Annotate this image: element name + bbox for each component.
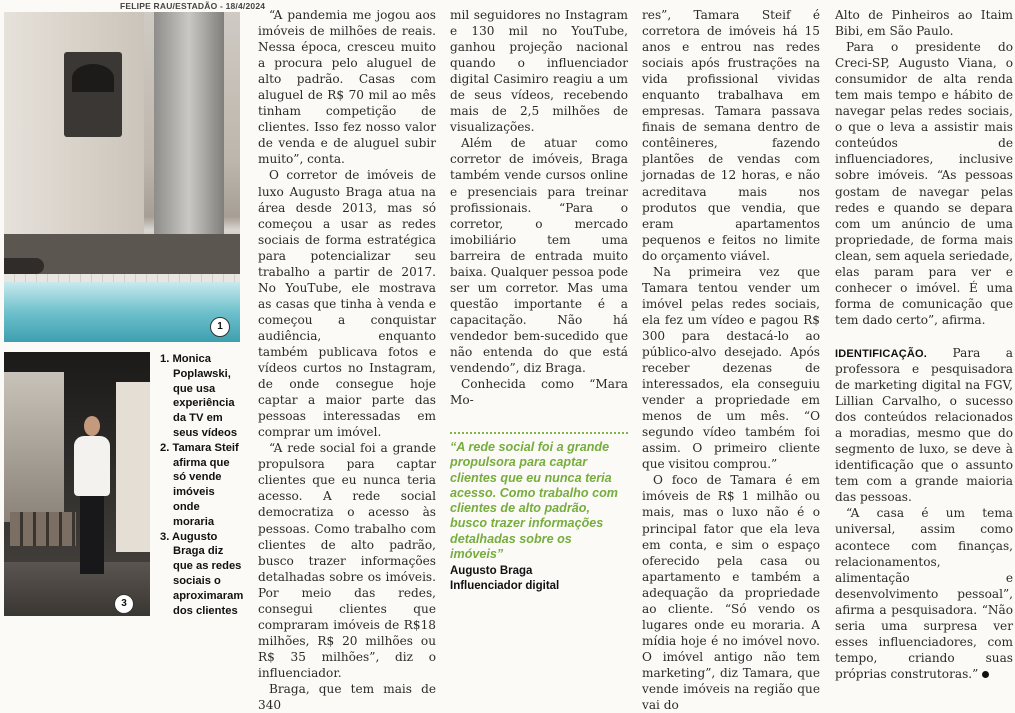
paragraph: res”, Tamara Steif é corretora de imóveis há 15 anos e entrou nas redes sociais após frustrações na vida profissional vividas enquanto trabalhava em empresas. Tamara passava finais de semana dentro de contêineres, fazendo plantões de vendas com jornadas de 12 horas, e não acreditava mais nos produtos que vendia, que eram apartamentos pequenos e feitos no limite do orçamento viável. — [642, 8, 820, 263]
photo-captions — [160, 352, 242, 618]
photo-window — [4, 372, 64, 522]
paragraph: Na primeira vez que Tamara tentou vender um imóvel pelas redes sociais, ela fez um vídeo e pagou R$ 300 para destacá-lo ao público-alvo desejado. Após receber dezenas de interessados, ela conseguiu vender a propriedade em menos de um mês. “O segundo vídeo também foi assim. O primeiro cliente que visitou comprou.” — [642, 264, 820, 472]
photo-pool — [4, 282, 240, 342]
photo-door — [116, 382, 150, 552]
paragraph-identificacao — [835, 345, 1013, 505]
paragraph: Alto de Pinheiros ao Itaim Bibi, em São Paulo. — [835, 8, 1013, 39]
paragraph: Conhecida como “Mara Mo- — [450, 377, 628, 408]
end-of-article-icon — [982, 671, 989, 678]
caption-1: 1. Monica Poplawski, que usa experiência da TV em seus vídeos — [160, 353, 238, 439]
photo-man-legs — [80, 492, 104, 574]
photo-augusto-braga — [4, 352, 150, 616]
article-column-2 — [450, 7, 628, 408]
paragraph: Braga, que tem mais de 340 — [258, 681, 436, 713]
caption-3: 3. Augusto Braga diz que as redes sociais o aproximaram dos clientes — [160, 530, 244, 617]
paragraph: O corretor de imóveis de luxo Augusto Braga atua na área desde 2013, mas só começou a usar as redes sociais de forma estratégica para potencializar seu trabalho a partir de 2017. No YouTube, ele mostrava as casas que tinha à venda e começou a conquistar audiência, enquanto também publicava fotos e vídeos curtos no Instagram, de onde consegue hoje captar a maior parte das pessoas interessadas em comprar um imóvel. — [258, 168, 436, 440]
photo-number-badge-1: 1 — [210, 317, 230, 337]
paragraph: Além de atuar como corretor de imóveis, Braga também vende cursos online e presenciais para treinar profissionais. “Para o corretor, o mercado imobiliário tem uma barreira de entrada muito baixa. Qualquer pessoa pode ser um corretor. Mas uma questão importante é a capacitação. Não há vendedor bem-sucedido que não entenda do que está vendendo”, diz Braga. — [450, 136, 628, 376]
photo-legs — [4, 258, 44, 274]
article-column-4 — [835, 7, 1013, 682]
paragraph-final — [835, 505, 1013, 682]
photo-man-shirt — [74, 436, 110, 496]
photo-pizza-oven — [64, 52, 122, 137]
paragraph: “A pandemia me jogou aos imóveis de milhões de reais. Nessa época, cresceu muito a procura pelo aluguel de alto padrão. Casas com aluguel de R$ 70 mil ao mês tinham competição de clientes. Isso fez nosso valor de venda e de aluguel subir muito”, conta. — [258, 8, 436, 167]
pull-quote-role: Influenciador digital — [450, 580, 560, 593]
article-column-3 — [642, 7, 820, 713]
photo-refrigerator — [154, 12, 224, 252]
paragraph-text: Para a professora e pesquisadora de marketing digital na FGV, Lillian Carvalho, o sucesso dos conteúdos relacionados a moradias, mesmo que do segmento de luxo, se deve à identificação que o assunto tem com a grande maioria das pessoas. — [835, 345, 1013, 505]
photo-number-badge-3: 3 — [114, 594, 134, 614]
paragraph-text: “A casa é um tema universal, assim como acontece com finanças, relacionamentos, alimentação e desenvolvimento pessoal”, afirma a pesquisadora. “Não seria uma surpresa ver esses influenciadores, com tempo, criando suas próprias construtoras.” — [835, 506, 1013, 681]
paragraph: “A rede social foi a grande propulsora para captar clientes que eu nunca teria acesso. A rede social democratiza o acesso às pessoas. Como trabalho com clientes de alto padrão, busco trazer informações detalhadas sobre os imóveis. Por meio das redes, consegui clientes que compraram imóveis de R$18 milhões, R$ 20 milhões ou R$ 35 milhões”, diz o influenciador. — [258, 441, 436, 680]
pull-quote-author: Augusto Braga — [450, 565, 533, 578]
caption-2: 2. Tamara Steif afirma que só vende imóveis onde moraria — [160, 441, 239, 528]
photo-credit: FELIPE RAU/ESTADÃO - 18/4/2024 — [120, 1, 266, 11]
paragraph: Para o presidente do Creci-SP, Augusto Viana, o consumidor de alta renda tem mais tempo e hábito de navegar pelas redes sociais, o que o leva a assistir mais conteúdos de influenciadores, inclusive sobre imóveis. “As pessoas gostam de navegar pelas redes e quando se depara com um anúncio de uma propriedade, de forma mais clean, sem aquela seriedade, elas param para ver e conhecer o imóvel. É uma forma de comunicação que tem dado certo”, afirma. — [835, 40, 1013, 327]
photo-kitchen-pool — [4, 12, 240, 342]
paragraph: O foco de Tamara é em imóveis de R$ 1 milhão ou mais, mas o luxo não é o principal fator que ela leva em conta, e sim o espaço oferecido pela casa ou apartamento e também a adequação da propriedade ao cliente. “Só vendo os lugares onde eu moraria. A mídia hoje é no imóvel novo. O imóvel antigo não tem marketing”, diz Tamara, que vende imóveis na região que vai do — [642, 473, 820, 713]
pull-quote — [450, 432, 628, 594]
photo-chairs — [10, 512, 76, 546]
photo-man-head — [84, 416, 100, 436]
pull-quote-text: “A rede social foi a grande propulsora para captar clientes que eu nunca teria acesso. Como trabalho com clientes de alto padrão, busco trazer informações detalhadas sobre os imóveis” — [450, 440, 618, 562]
section-kicker: IDENTIFICAÇÃO. — [835, 347, 928, 360]
article-column-1 — [258, 7, 436, 713]
paragraph: mil seguidores no Instagram e 130 mil no YouTube, ganhou projeção nacional quando o influenciador digital Casimiro reagiu a um de seus vídeos, recebendo mais de 2,5 milhões de visualizações. — [450, 8, 628, 135]
